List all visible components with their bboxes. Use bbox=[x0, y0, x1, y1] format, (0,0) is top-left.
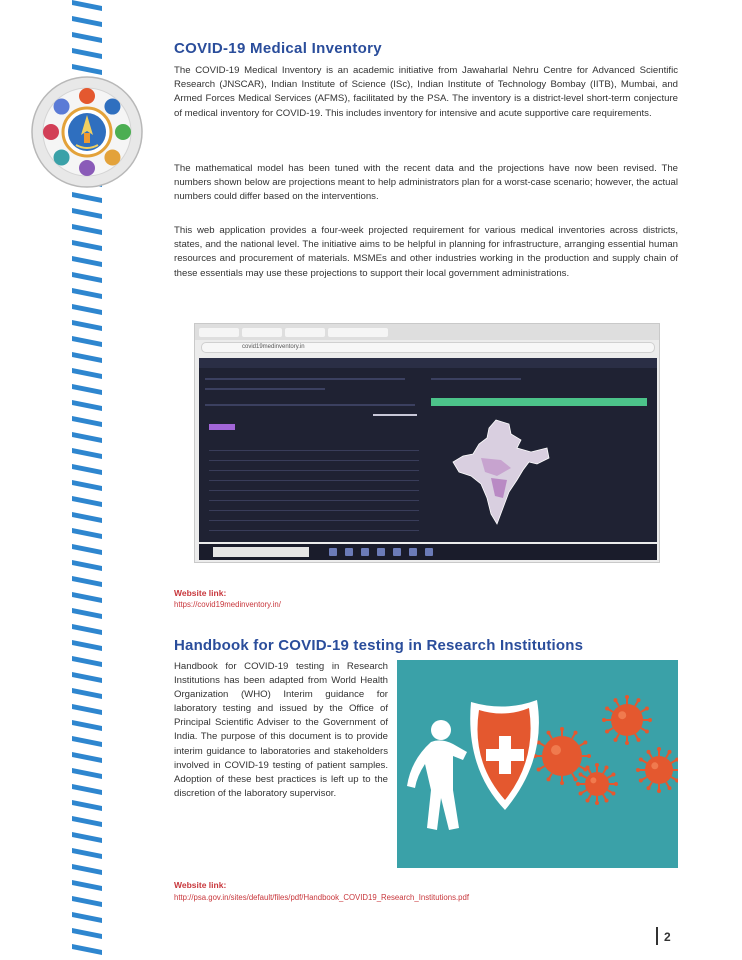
emblem-segment-icon bbox=[54, 149, 70, 165]
os-taskbar bbox=[199, 544, 657, 560]
dashboard-left-panel bbox=[205, 374, 425, 538]
psa-emblem-icon bbox=[30, 75, 144, 189]
paragraph-model: The mathematical model has been tuned with the recent data and the projections have now been revised. The numbers shown below are projections meant to help administrators plan for a worst-case scenario; however, the actual numbers could differ based on the interventions. bbox=[174, 163, 678, 203]
paragraph-handbook: Handbook for COVID-19 testing in Research Institutions has been adapted from World Health Organization (WHO) Interim guidance for laboratory testing and issued by the Office of Principal Scientific Adviser to the Government of India. The purpose of this document is to provide interim guidance to laboratories and stakeholders involved in COVID-19 testing of patient samples. Adoption of these best practices is left up to the discretion of the laboratory supervisor. bbox=[174, 661, 388, 799]
emblem-segment-icon bbox=[115, 124, 131, 140]
paragraph-webapp: This web application provides a four-week projected requirement for various medical inventories across districts, states, and the national level. The initiative aims to be helpful in planning for infrastructure, arranging essential human resources and procurement of materials. MSMEs and other industries working in the production and supply chain of these essentials may use these projections to support their local government administrations. bbox=[174, 225, 678, 279]
webapp-screenshot bbox=[194, 323, 660, 563]
emblem-segment-icon bbox=[104, 99, 120, 115]
website-link-label-2: Website link: bbox=[174, 880, 227, 890]
website-link-label-1: Website link: bbox=[174, 588, 227, 598]
page-number-divider bbox=[656, 927, 658, 945]
section-title-testing-handbook: Handbook for COVID-19 testing in Research Institutions bbox=[174, 637, 584, 654]
emblem-segment-icon bbox=[104, 149, 120, 165]
emblem-segment-icon bbox=[79, 160, 95, 176]
app-dashboard bbox=[199, 358, 657, 542]
browser-url-bar bbox=[201, 342, 655, 353]
emblem-segment-icon bbox=[79, 88, 95, 104]
shield-virus-illustration bbox=[397, 660, 678, 868]
browser-tab-bar bbox=[195, 324, 659, 340]
page-number: 2 bbox=[664, 930, 671, 944]
section-title-medical-inventory: COVID-19 Medical Inventory bbox=[174, 40, 382, 57]
website-link-medinventory[interactable]: https://covid19medinventory.in/ bbox=[174, 600, 281, 609]
dashboard-right-panel bbox=[431, 374, 651, 538]
paragraph-intro: The COVID-19 Medical Inventory is an academic initiative from Jawaharlal Nehru Centre for Advanced Scientific Research (JNSCAR), Indian Institute of Science (ISc), Indian Institute of Technology Bombay (IITB), Mumbai, and Armed Forces Medical Services (AFMS), facilitated by the PSA. The inventory is a district-level short-term conjecture of medical inventory for COVID-19. This includes inventory for intensive and acute supportive care requirements. bbox=[174, 65, 678, 119]
emblem-segment-icon bbox=[54, 99, 70, 115]
browser-url-text: covid19medinventory.in bbox=[242, 344, 305, 350]
india-map-icon bbox=[451, 418, 551, 528]
emblem-segment-icon bbox=[43, 124, 59, 140]
website-link-handbook-pdf[interactable]: http://psa.gov.in/sites/default/files/pdf/Handbook_COVID19_Research_Institutions.pdf bbox=[174, 893, 470, 902]
